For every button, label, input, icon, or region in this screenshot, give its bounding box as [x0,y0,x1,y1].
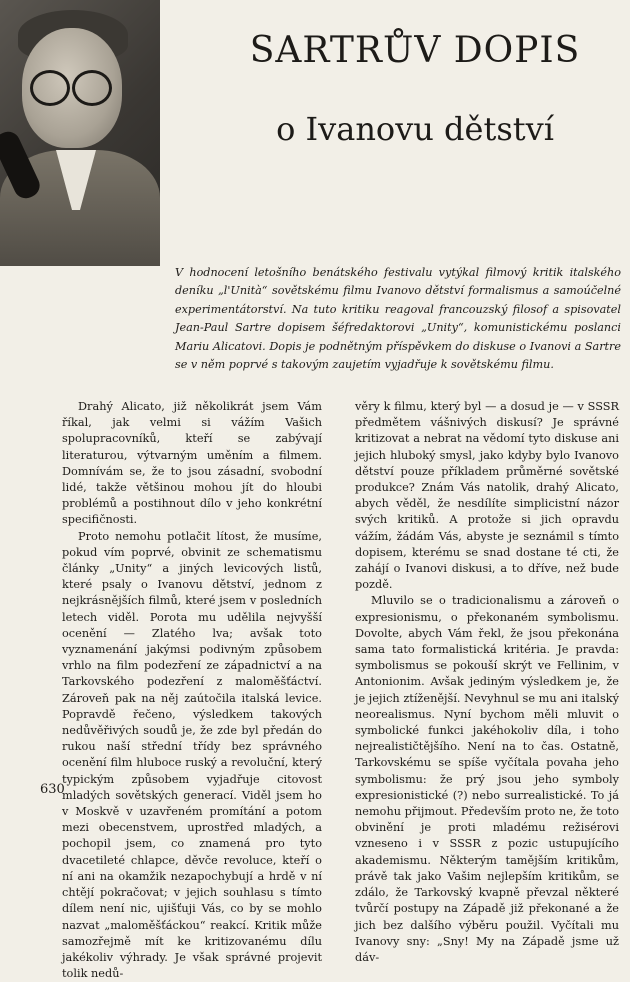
paragraph: Proto nemohu potlačit lítost, že musíme, pokud vím poprvé, obvinit ze schematismu články „Unity“ a jiných levicových listů, které psaly o Ivanovu dětství, jednom z nejkrásnějších filmů, které jsem v posledních letech viděl. Porota mu udělila nejvyšší ocenění — Zlatého lva; avšak toto vyznamenání jakýmsi podivným způsobem vrhlo na film podezření ze západnictví a na Tarkovského podezření z maloměšťáctví. Zároveň pak na něj zaútočila italská levice. Popravdě řečeno, výsledkem takových nedůvěřivých soudů je, že zde byl předán do rukou naší střední třídy bez správného ocenění film hluboce ruský a revoluční, který typickým způsobem vyjadřuje citovost mladých sovětských generací. Viděl jsem ho v Moskvě v uzavřeném promítání a potom mezi obecenstvem, uprostřed mladých, a pochopil jsem, co znamená pro tyto dvacetileté chlapce, děvče revoluce, kteří o ní ani na okamžik nezapochybují a hrdě v ní chtějí pokračovat; v jejich souhlasu s tímto dílem není nic, ujišťuji Vás, co by se mohlo nazvat „maloměšťáckou“ reakcí. Kritik může samozřejmě mít ke kritizovanému dílu jakékoliv výhrady. Je však správné projevit tolik nedů- [62,529,322,981]
lead-paragraph: V hodnocení letošního benátského festivalu vytýkal filmový kritik italského deníku „l'Unità“ sovětskému filmu Ivanovo dětství formalismus a samoúčelné experimentátorství. Na tuto kritiku reagoval francouzský filosof a spisovatel Jean-Paul Sartre dopisem šéfredaktorovi „Unity“, komunistickému poslanci Mariu Alicatovi. Dopis je podnětným příspěvkem do diskuse o Ivanovi a Sartre se v něm poprvé s takovým zaujetím vyjadřuje k sovětskému filmu. [175,266,621,372]
photo-glasses-left [30,70,70,106]
portrait-photo-icon [0,0,160,266]
page-number: 630 [40,782,65,797]
article-title: SARTRŮV DOPIS [249,30,581,71]
paragraph: Mluvilo se o tradicionalismu a zároveň o expresionismu, o překonaném symbolismu. Dovolte, abych Vám řekl, že jsou překonána sama tato formalistická kritéria. Je pravda: symbolismus se pokouší skrýt ve Fellinim, v Antonionim. Avšak jediným výsledkem je, že je jejich ztíženější. Nevyhnul se mu ani italský neorealismus. Nyní bychom měli mluvit o symbolické funkci jakéhokoliv díla, i toho nejrealističtějšího. Není na to čas. Ostatně, Tarkovskému se spíše vyčítala povaha jeho symbolismu: že prý jsou jeho symboly expresionistické (?) nebo surrealistické. To já nemohu přijmout. Především proto ne, že toto obvinění je proti mladému režisérovi vzneseno i v SSSR z pozic ustupujícího akademismu. Některým tamějším kritikům, právě tak jako Vašim nejlepším kritikům, se zdálo, že Tarkovský kvapně převzal některé tvůrčí postupy na Západě již překonané a že jich bez dalšího výběru použil. Vyčítali mu Ivanovy sny: „Sny! My na Západě jsme už dáv- [355,594,619,964]
paragraph: Drahý Alicato, již několikrát jsem Vám říkal, jak velmi si vážím Vašich spolupracovníků, kteří se zabývají literaturou, výtvarným uměním a filmem. Domnívám se, že to jsou zásadní, svobodní lidé, takže většinou mohou jít do hloubi problémů a postihnout dílo v jeho konkrétní specifičnosti. [62,400,322,527]
body-column-right [355,399,619,966]
photo-glasses-right [72,70,112,106]
article-subtitle: o Ivanovu dětství [276,110,554,148]
paragraph: věry k filmu, který byl — a dosud je — v SSSR předmětem vášnivých diskusí? Je správné kritizovat a nebrat na vědomí tyto diskuse ani jejich hluboký smysl, jako kdyby bylo Ivanovo dětství pouze příkladem průměrné sovětské produkce? Znám Vás natolik, drahý Alicato, abych věděl, že nesdílíte simplicistní názor svých kritiků. A protože si jich opravdu vážím, žádám Vás, abyste je seznámil s tímto dopisem, kterému se snad dostane té cti, že zahájí o Ivanovi diskusi, a to dříve, než bude pozdě. [355,400,619,592]
body-column-left [62,399,322,982]
